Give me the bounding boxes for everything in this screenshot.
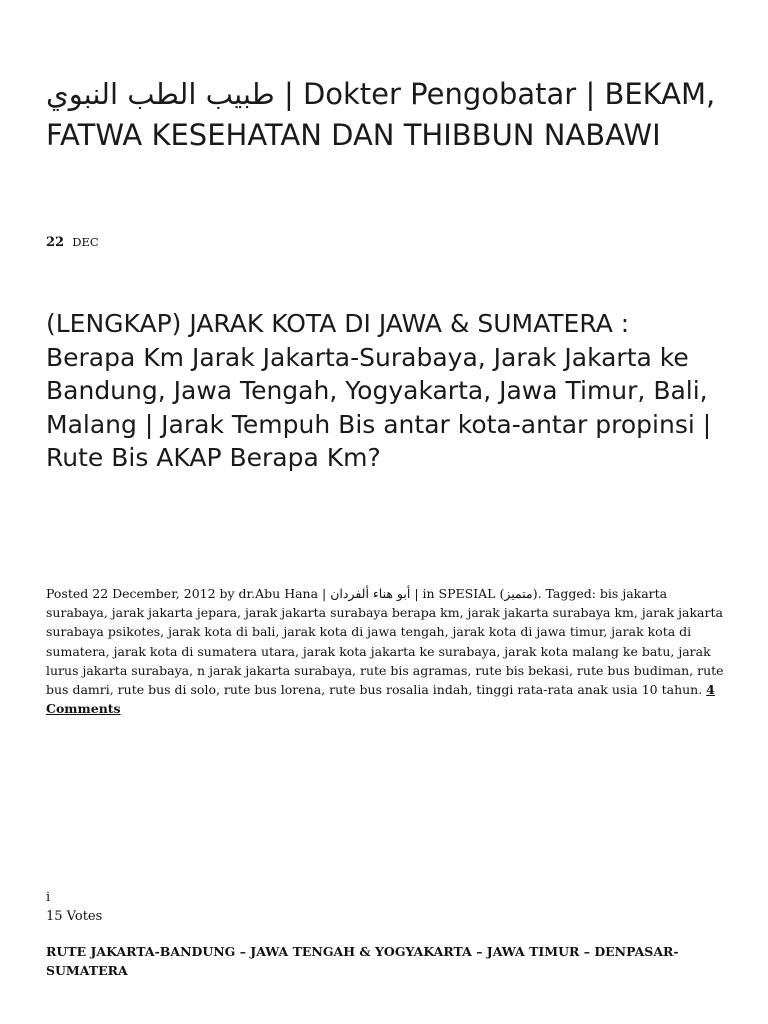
post-title[interactable]: (LENGKAP) JARAK KOTA DI JAWA & SUMATERA : Berapa Km Jarak Jakarta-Surabaya, Jarak Jakarta ke Bandung, Jawa Tengah, Yogyakarta, Jawa Timur, Bali, Malang | Jarak Tempuh Bis antar kota-antar propinsi | Rute Bis AKAP Berapa Km?: [46, 309, 712, 472]
post-meta: [46, 584, 724, 718]
post-subheading: RUTE JAKARTA-BANDUNG – JAWA TENGAH & YOGYAKARTA – JAWA TIMUR – DENPASAR-SUMATERA: [46, 944, 679, 978]
post-date: [46, 233, 99, 252]
tags-text: ). Tagged: bis jakarta surabaya, jarak jakarta jepara, jarak jakarta surabaya berapa km, jarak jakarta surabaya km, jarak jakarta surabaya psikotes, jarak kota di bali, jarak kota di jawa tengah, jarak kota di jawa timur, jarak kota di sumatera, jarak kota di sumatera utara, jarak kota jakarta ke surabaya, jarak kota malang ke batu, jarak lurus jakarta surabaya, n jarak jakarta surabaya, rute bis agramas, rute bis bekasi, rute bus budiman, rute bus damri, rute bus di solo, rute bus lorena, rute bus rosalia indah, tinggi rata-rata anak usia 10 tahun.: [46, 586, 724, 698]
comments-link[interactable]: 4 Comments: [46, 682, 715, 717]
site-title[interactable]: [46, 74, 726, 156]
site-title-arabic: طبيب الطب النبوي: [46, 77, 275, 111]
category-arabic-link[interactable]: متميز: [504, 586, 533, 601]
author-link[interactable]: أبو هناء ألفردان: [330, 586, 411, 601]
rating-votes: 15 Votes: [46, 909, 103, 924]
site-title-text: | Dokter Pengobatar | BEKAM, FATWA KESEHATAN DAN THIBBUN NABAWI: [46, 77, 716, 152]
rating-widget: [46, 888, 102, 926]
posted-by-text: Posted 22 December, 2012 by dr.Abu Hana |: [46, 586, 331, 601]
category-prefix-text: | in SPESIAL (: [410, 586, 505, 601]
rating-info-icon[interactable]: i: [46, 890, 51, 905]
post-date-day: 22: [46, 235, 65, 250]
post-date-month: DEC: [72, 235, 99, 249]
